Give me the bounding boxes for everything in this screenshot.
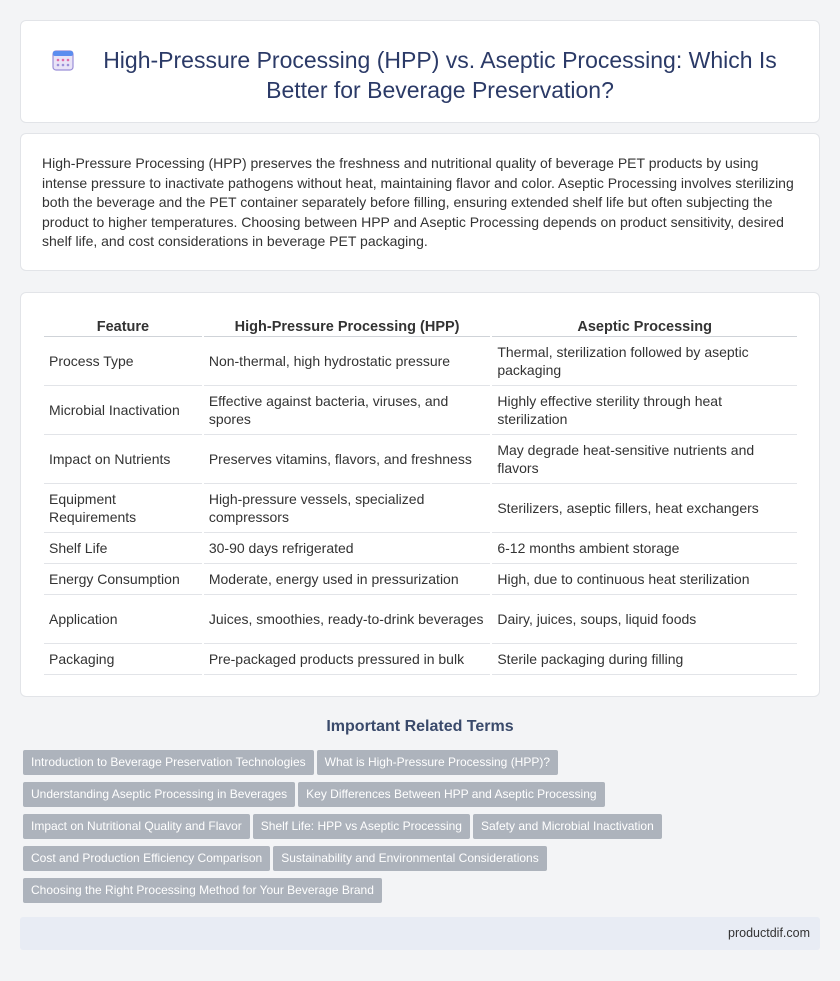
table-row [44, 564, 797, 595]
aseptic-cell: Dairy, juices, soups, liquid foods [492, 595, 797, 644]
page-title: High-Pressure Processing (HPP) vs. Aseptic Processing: Which Is Better for Beverage Preservation? [103, 47, 777, 103]
related-term-tag[interactable]: Key Differences Between HPP and Aseptic Processing [298, 782, 604, 807]
hpp-cell: 30-90 days refrigerated [204, 533, 491, 564]
hpp-cell: High-pressure vessels, specialized compressors [204, 484, 491, 533]
intro-paragraph: High-Pressure Processing (HPP) preserves the freshness and nutritional quality of beverage PET products by using intense pressure to inactivate pathogens without heat, maintaining flavor and color. Aseptic Processing involves sterilizing both the beverage and the PET container separately before filling, ensuring extended shelf life but often subjecting the product to higher temperatures. Choosing between HPP and Aseptic Processing depends on product sensitivity, desired shelf life, and cost considerations in beverage PET packaging. [42, 155, 794, 249]
feature-cell: Shelf Life [44, 533, 202, 564]
aseptic-cell: Highly effective sterility through heat sterilization [492, 386, 797, 435]
header-hpp: High-Pressure Processing (HPP) [204, 315, 491, 337]
hpp-cell: Pre-packaged products pressured in bulk [204, 644, 491, 675]
aseptic-cell: Sterile packaging during filling [492, 644, 797, 675]
related-term-tag[interactable]: Introduction to Beverage Preservation Technologies [23, 750, 314, 775]
related-term-tag[interactable]: Impact on Nutritional Quality and Flavor [23, 814, 250, 839]
comparison-table-card [20, 292, 820, 697]
feature-cell: Equipment Requirements [44, 484, 202, 533]
related-term-tag[interactable]: Cost and Production Efficiency Comparison [23, 846, 270, 871]
aseptic-cell: 6-12 months ambient storage [492, 533, 797, 564]
aseptic-cell: Sterilizers, aseptic fillers, heat exchangers [492, 484, 797, 533]
related-term-tag[interactable]: What is High-Pressure Processing (HPP)? [317, 750, 558, 775]
related-term-tag[interactable]: Shelf Life: HPP vs Aseptic Processing [253, 814, 470, 839]
intro-card [20, 133, 820, 271]
header-feature: Feature [44, 315, 202, 337]
related-term-tag[interactable]: Safety and Microbial Inactivation [473, 814, 662, 839]
feature-cell: Energy Consumption [44, 564, 202, 595]
table-row [44, 533, 797, 564]
related-term-tag[interactable]: Sustainability and Environmental Considerations [273, 846, 546, 871]
feature-cell: Application [44, 595, 202, 644]
hpp-cell: Non-thermal, high hydrostatic pressure [204, 337, 491, 386]
related-terms-heading: Important Related Terms [326, 718, 514, 735]
table-row [44, 435, 797, 484]
hpp-cell: Effective against bacteria, viruses, and spores [204, 386, 491, 435]
aseptic-cell: May degrade heat-sensitive nutrients and flavors [492, 435, 797, 484]
related-terms-list [23, 750, 723, 910]
table-header-row [44, 315, 797, 337]
table-row [44, 337, 797, 386]
feature-cell: Microbial Inactivation [44, 386, 202, 435]
comparison-table [42, 315, 799, 675]
title-card [20, 20, 820, 123]
table-row [44, 484, 797, 533]
hpp-cell: Juices, smoothies, ready-to-drink beverages [204, 595, 491, 644]
footer-bar [20, 917, 820, 950]
site-link[interactable]: productdif.com [728, 926, 810, 940]
aseptic-cell: Thermal, sterilization followed by aseptic packaging [492, 337, 797, 386]
table-row [44, 595, 797, 644]
table-row [44, 644, 797, 675]
table-row [44, 386, 797, 435]
related-term-tag[interactable]: Choosing the Right Processing Method for Your Beverage Brand [23, 878, 382, 903]
aseptic-cell: High, due to continuous heat sterilization [492, 564, 797, 595]
hpp-cell: Moderate, energy used in pressurization [204, 564, 491, 595]
hpp-cell: Preserves vitamins, flavors, and freshness [204, 435, 491, 484]
feature-cell: Process Type [44, 337, 202, 386]
related-term-tag[interactable]: Understanding Aseptic Processing in Beverages [23, 782, 295, 807]
feature-cell: Packaging [44, 644, 202, 675]
feature-cell: Impact on Nutrients [44, 435, 202, 484]
header-aseptic: Aseptic Processing [492, 315, 797, 337]
